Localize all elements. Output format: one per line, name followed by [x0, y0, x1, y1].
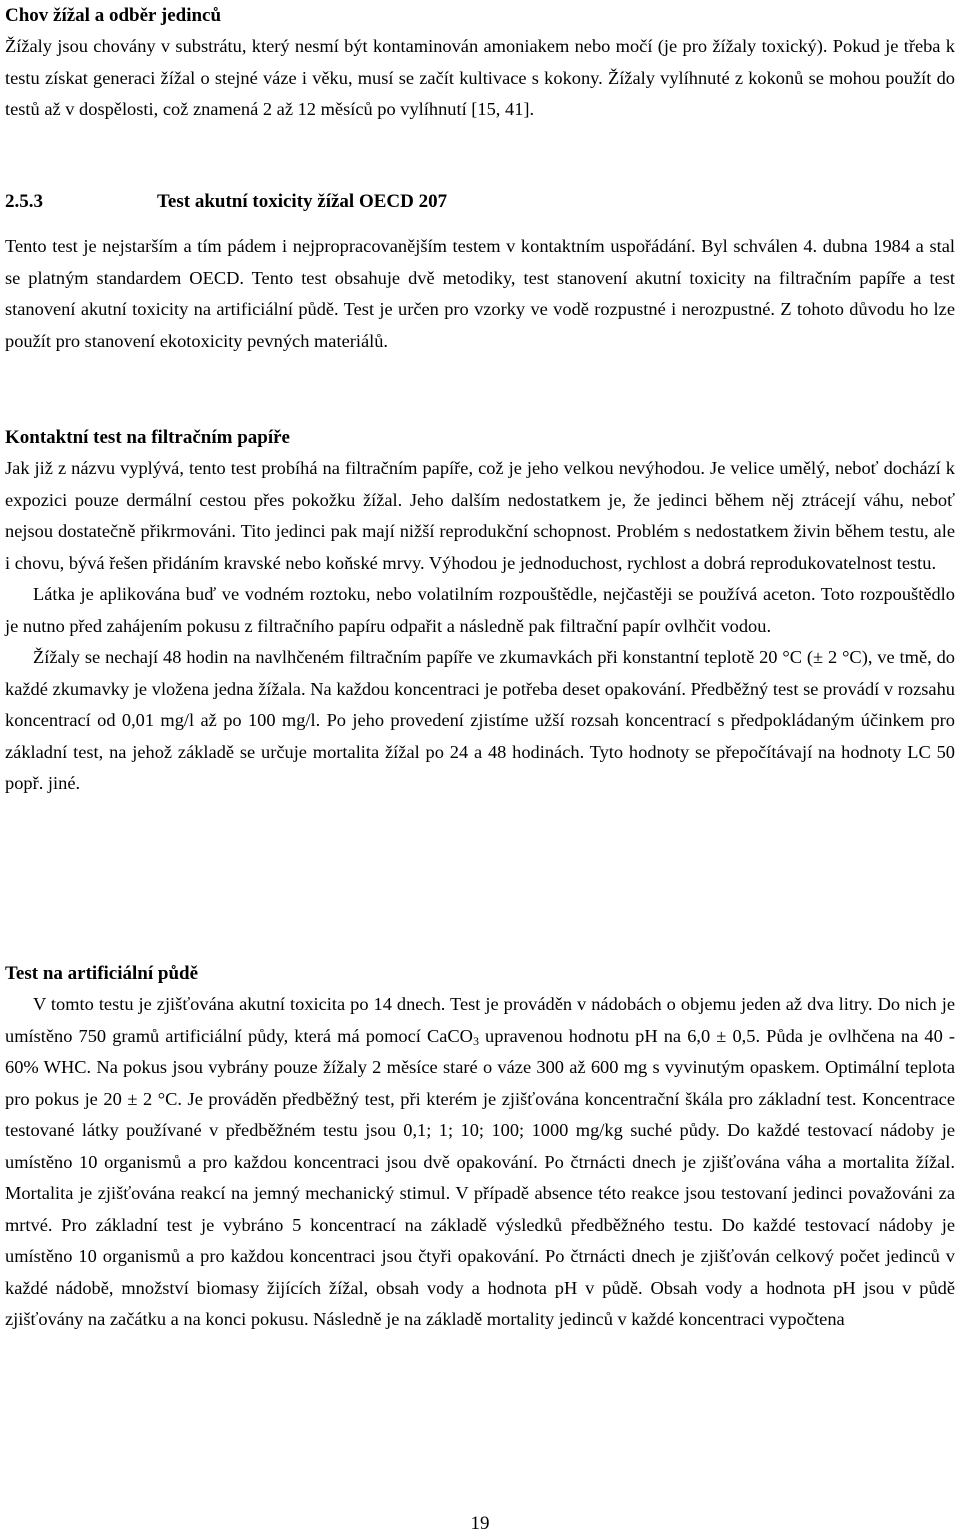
section-title-row	[5, 186, 955, 217]
subscript-3: 3	[472, 1033, 479, 1048]
section-filter-paper	[5, 422, 955, 800]
section-heading-artificial-soil: Test na artificiální půdě	[5, 963, 199, 984]
paragraph-filter-1: Jak již z názvu vyplývá, tento test probíhá na filtračním papíře, což je jeho velkou nevýhodou. Je velice umělý, neboť dochází k expozici pouze dermální cestou přes pokožku žížal. Jeho dalším nedostatkem je, že jedinci během něj ztrácejí váhu, neboť nejsou dostatečně přikrmováni. Tito jedinci pak mají nižší reprodukční schopnost. Problém s nedostatkem živin během testu, ale i chovu, bývá řešen přidáním kravské nebo koňské mrvy. Výhodou je jednoduchost, rychlost a dobrá reprodukovatelnost testu.	[5, 458, 955, 573]
paragraph-artificial-soil-part2: upravenou hodnotu pH na 6,0 ± 0,5. Půda je ovlhčena na 40 - 60% WHC. Na pokus jsou vybrány pouze žížaly 2 měsíce staré o váze 300 až 600 mg s vyvinutým opaskem. Optimální teplota pro pokus je 20 ± 2 °C. Je prováděn předběžný test, při kterém je zjišťována koncentrační škála pro základní test. Koncentrace testované látky používané v předběžném testu jsou 0,1; 1; 10; 100; 1000 mg/kg suché půdy. Do každé testovací nádoby je umístěno 10 organismů a pro každou koncentraci jsou dvě opakování. Po čtrnácti dnech je zjišťována váha a mortalita žížal. Mortalita je zjišťována reakcí na jemný mechanický stimul. V případě absence této reakce jsou testovaní jedinci považováni za mrtvé. Pro základní test je vybráno 5 koncentrací na základě výsledků předběžného testu. Do každé testovací nádoby je umístěno 10 organismů a pro každou koncentraci jsou čtyři opakování. Po čtrnácti dnech je zjišťován celkový počet jedinců v každé nádobě, množství biomasy žijících žížal, obsah vody a hodnota pH v půdě. Obsah vody a hodnota pH jsou v půdě zjišťovány na začátku a na konci pokusu. Následně je na základě mortality jedinců v každé koncentraci vypočtena	[5, 1025, 955, 1329]
paragraph-artificial-soil	[5, 989, 955, 1336]
paragraph-oecd: Tento test je nejstarším a tím pádem i nejpropracovanějším testem v kontaktním uspořádání. Byl schválen 4. dubna 1984 a stal se platným standardem OECD. Tento test obsahuje dvě metodiky, test stanovení akutní toxicity na filtračním papíře a test stanovení akutní toxicity na artificiální půdě. Test je určen pro vzorky ve vodě rozpustné i nerozpustné. Z tohoto důvodu ho lze použít pro stanovení ekotoxicity pevných materiálů.	[5, 236, 955, 351]
paragraph-chov: Žížaly jsou chovány v substrátu, který nesmí být kontaminován amoniakem nebo močí (je pro žížaly toxický). Pokud je třeba k testu získat generaci žížal o stejné váze i věku, musí se začít kultivace s kokony. Žížaly vylíhnuté z kokonů se mohou použít do testů až v dospělosti, což znamená 2 až 12 měsíců po vylíhnutí [15, 41].	[5, 36, 955, 119]
section-heading-chov: Chov žížal a odběr jedinců	[5, 5, 222, 26]
section-chov	[5, 0, 955, 126]
section-oecd-207	[5, 186, 955, 357]
section-title: Test akutní toxicity žížal OECD 207	[157, 191, 448, 212]
paragraph-filter-3: Žížaly se nechají 48 hodin na navlhčeném filtračním papíře ve zkumavkách při konstantní teplotě 20 °C (± 2 °C), ve tmě, do každé zkumavky je vložena jedna žížala. Na každou koncentraci je potřeba deset opakování. Předběžný test se provádí v rozsahu koncentrací od 0,01 mg/l až po 100 mg/l. Po jeho provedení zjistíme užší rozsah koncentrací s předpokládaným účinkem pro základní test, na jehož základě se určuje mortalita žížal po 24 a 48 hodinách. Tyto hodnoty se přepočítávají na hodnoty LC 50 popř. jiné.	[5, 647, 955, 793]
section-artificial-soil	[5, 958, 955, 1336]
paragraph-filter-2: Látka je aplikována buď ve vodném roztoku, nebo volatilním rozpouštědle, nejčastěji se používá aceton. Toto rozpouštědlo je nutno před zahájením pokusu z filtračního papíru odpařit a následně pak filtrační papír ovlhčit vodou.	[5, 584, 955, 636]
section-number: 2.5.3	[5, 191, 43, 212]
paragraph-artificial-soil-part1: V tomto testu je zjišťována akutní toxicita po 14 dnech. Test je prováděn v nádobách o objemu jeden až dva litry. Do nich je umístěno 750 gramů artificiální půdy, která má pomocí CaCO	[5, 994, 955, 1046]
page-number: 19	[470, 1513, 490, 1534]
section-heading-filter-paper: Kontaktní test na filtračním papíře	[5, 427, 290, 448]
